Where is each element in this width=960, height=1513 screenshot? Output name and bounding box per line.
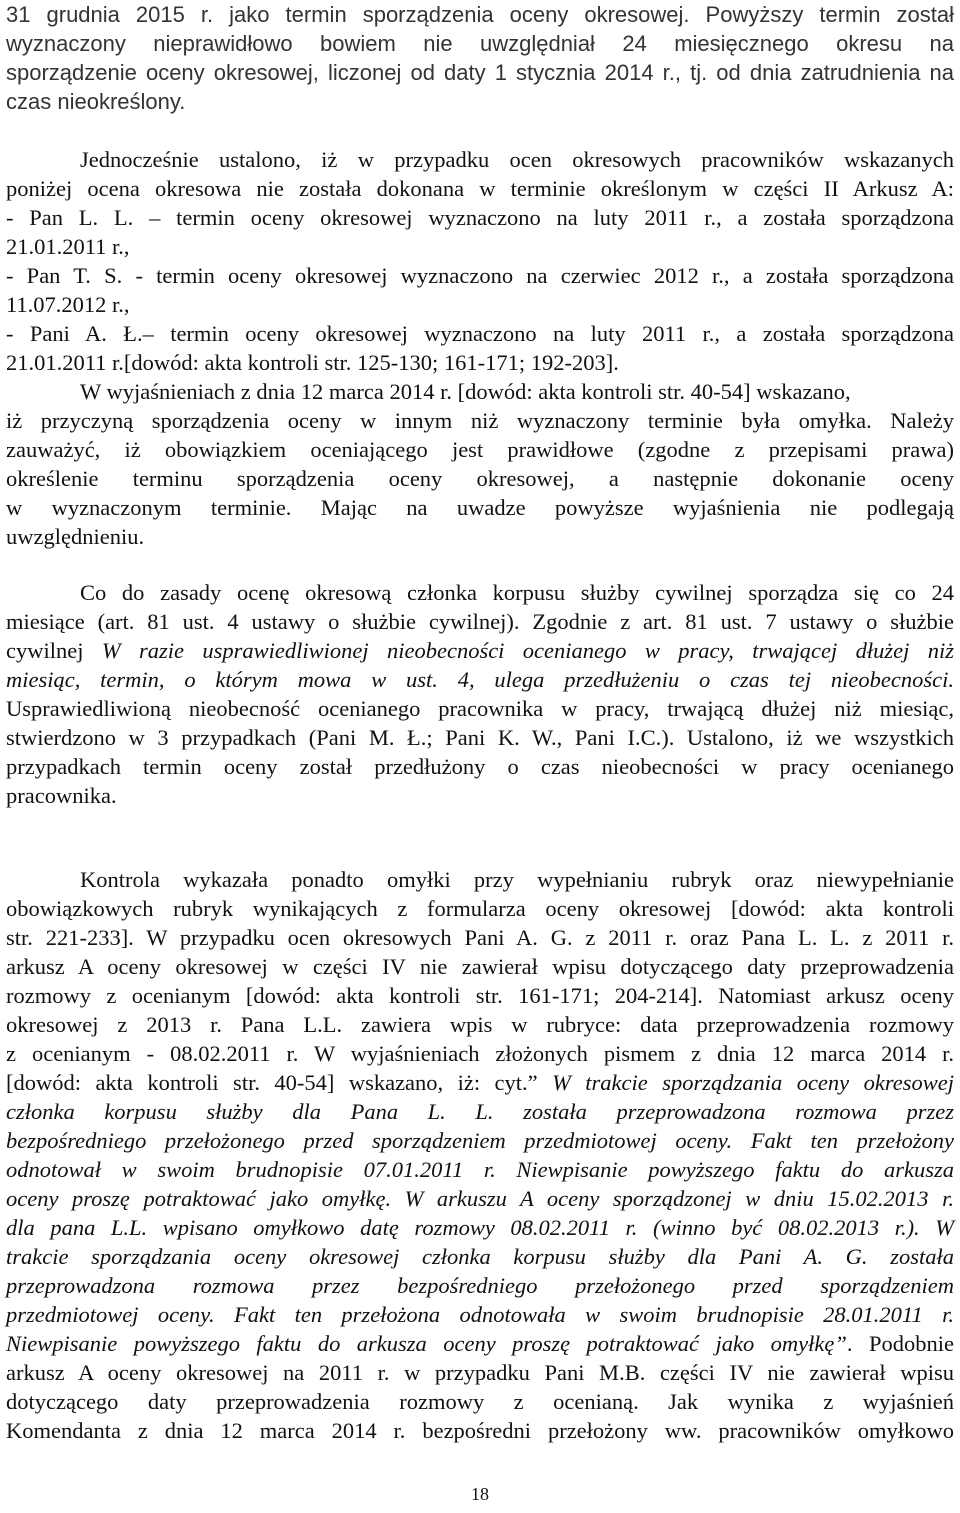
text-segment: Jednocześnie ustalono, iż w przypadku ocen okresowych pracowników wskazanych <box>80 147 954 172</box>
text-segment: Co do zasady ocenę okresową członka korpusu służby cywilnej sporządza się co 24 <box>80 580 954 605</box>
text-line <box>6 174 954 204</box>
text-segment: zauważyć, iż obowiązkiem oceniającego jest prawidłowe (zgodne z przepisami prawa) <box>6 437 954 462</box>
text-segment: w wyznaczonym terminie. Mając na uwadze powyższe wyjaśnienia nie podlegają <box>6 495 954 520</box>
text-line <box>6 290 954 320</box>
text-line <box>6 0 954 30</box>
italic-quote-segment: trakcie sporządzania oceny okresowej członka korpusu służby dla Pani A. G. została <box>6 1244 954 1269</box>
text-segment: dotyczącego daty przeprowadzenia rozmowy z ocenianą. Jak wynika z wyjaśnień <box>6 1389 954 1414</box>
text-line <box>6 894 954 924</box>
text-segment: . Podobnie <box>846 1331 954 1356</box>
text-line <box>6 464 954 494</box>
text-line <box>6 58 954 88</box>
text-line <box>6 261 954 291</box>
text-line <box>6 493 954 523</box>
text-segment: [dowód: akta kontroli str. 40-54] wskazano, iż: cyt.” <box>6 1070 553 1095</box>
text-line <box>6 1184 954 1214</box>
text-segment: - Pani A. Ł.– termin oceny okresowej wyznaczono na luty 2011 r., a została sporządzona <box>6 321 954 346</box>
italic-quote-segment: przeprowadzona rozmowa przez bezpośredniego przełożonego przed sporządzeniem <box>6 1273 954 1298</box>
text-line <box>6 1039 954 1069</box>
text-segment: arkusz A oceny okresowej w części IV nie zawierał wpisu dotyczącego daty przeprowadzenia <box>6 954 954 979</box>
text-segment: okresowej z 2013 r. Pana L.L. zawiera wpis w rubryce: data przeprowadzenia rozmowy <box>6 1012 954 1037</box>
text-segment: 21.01.2011 r., <box>6 234 130 259</box>
text-segment: 31 grudnia 2015 r. jako termin sporządzenia oceny okresowej. Powyższy termin został <box>6 2 954 27</box>
text-segment: iż przyczyną sporządzenia oceny w innym niż wyznaczony terminie była omyłka. Należy <box>6 408 954 433</box>
text-line <box>6 1271 954 1301</box>
text-line <box>6 636 954 666</box>
text-line <box>6 923 954 953</box>
text-segment: 11.07.2012 r., <box>6 292 130 317</box>
text-line <box>6 694 954 724</box>
text-line <box>6 522 954 552</box>
text-line <box>6 981 954 1011</box>
text-segment: W wyjaśnieniach z dnia 12 marca 2014 r. [dowód: akta kontroli str. 40-54] wskazano, <box>80 379 851 404</box>
text-segment: str. 221-233]. W przypadku ocen okresowych Pani A. G. z 2011 r. oraz Pana L. L. z 2011 r. <box>6 925 954 950</box>
text-line <box>6 1213 954 1243</box>
text-line <box>6 232 954 262</box>
text-line <box>6 1126 954 1156</box>
text-line <box>6 1010 954 1040</box>
text-line <box>6 781 954 811</box>
text-segment: sporządzenie oceny okresowej, liczonej od daty 1 stycznia 2014 r., tj. od dnia zatrudnienia na <box>6 60 954 85</box>
text-segment: Usprawiedliwioną nieobecność ocenianego pracownika w pracy, trwającą dłużej niż miesiąc, <box>6 696 954 721</box>
text-line <box>6 87 954 117</box>
text-line <box>6 1387 954 1417</box>
text-line <box>6 1416 954 1446</box>
text-segment: arkusz A oceny okresowej na 2011 r. w przypadku Pani M.B. części IV nie zawierał wpisu <box>6 1360 954 1385</box>
text-segment: 21.01.2011 r.[dowód: akta kontroli str. 125-130; 161-171; 192-203]. <box>6 350 619 375</box>
text-line <box>6 145 954 175</box>
text-line <box>6 578 954 608</box>
text-line <box>6 29 954 59</box>
text-line <box>6 435 954 465</box>
text-line <box>6 406 954 436</box>
text-line <box>6 377 954 407</box>
italic-quote-segment: odnotował w swoim brudnopisie 07.01.2011 r. Niewpisanie powyższego faktu do arkusza <box>6 1157 954 1182</box>
italic-quote-segment: bezpośredniego przełożonego przed sporządzeniem przedmiotowej oceny. Fakt ten przełożony <box>6 1128 954 1153</box>
text-segment: rozmowy z ocenianym [dowód: akta kontroli str. 161-171; 204-214]. Natomiast arkusz oceny <box>6 983 954 1008</box>
italic-quote-segment: Niewpisanie powyższego faktu do arkusza oceny proszę potraktować jako omyłkę” <box>6 1331 847 1356</box>
text-line <box>6 1097 954 1127</box>
text-line <box>6 1300 954 1330</box>
italic-quote-segment: miesiąc, termin, o którym mowa w ust. 4, ulega przedłużeniu o czas tej nieobecności. <box>6 667 954 692</box>
page-number: 18 <box>471 1484 489 1504</box>
text-line <box>6 723 954 753</box>
text-line <box>6 665 954 695</box>
text-line <box>6 203 954 233</box>
text-segment: - Pan L. L. – termin oceny okresowej wyznaczono na luty 2011 r., a została sporządzona <box>6 205 954 230</box>
text-line <box>6 607 954 637</box>
text-segment: wyznaczony nieprawidłowo bowiem nie uwzględniał 24 miesięcznego okresu na <box>6 31 954 56</box>
text-segment: określenie terminu sporządzenia oceny okresowej, a następnie dokonanie oceny <box>6 466 954 491</box>
text-line <box>6 752 954 782</box>
text-line <box>6 1242 954 1272</box>
text-segment: pracownika. <box>6 783 117 808</box>
text-line <box>6 319 954 349</box>
italic-quote-segment: oceny proszę potraktować jako omyłkę. W arkuszu A oceny sporządzonej w dniu 15.02.2013 r. <box>6 1186 954 1211</box>
text-line <box>6 1358 954 1388</box>
text-segment: przypadkach termin oceny został przedłużony o czas nieobecności w pracy ocenianego <box>6 754 954 779</box>
text-segment: czas nieokreślony. <box>6 89 186 114</box>
text-line <box>6 348 954 378</box>
text-segment: z ocenianym - 08.02.2011 r. W wyjaśnieniach złożonych pismem z dnia 12 marca 2014 r. <box>6 1041 954 1066</box>
text-line <box>6 1155 954 1185</box>
italic-quote-segment: dla pana L.L. wpisano omyłkowo datę rozmowy 08.02.2011 r. (winno być 08.02.2013 r.). W <box>6 1215 954 1240</box>
text-segment: poniżej ocena okresowa nie została dokonana w terminie określonym w części II Arkusz A: <box>6 176 954 201</box>
text-line <box>6 1068 954 1098</box>
text-line <box>6 1329 954 1359</box>
text-segment: miesiące (art. 81 ust. 4 ustawy o służbie cywilnej). Zgodnie z art. 81 ust. 7 ustawy o służbie <box>6 609 954 634</box>
text-segment: stwierdzono w 3 przypadkach (Pani M. Ł.; Pani K. W., Pani I.C.). Ustalono, iż we wszystkich <box>6 725 954 750</box>
text-segment: Komendanta z dnia 12 marca 2014 r. bezpośredni przełożony ww. pracowników omyłkowo <box>6 1418 954 1443</box>
text-segment: cywilnej <box>6 638 102 663</box>
italic-quote-segment: W trakcie sporządzania oceny okresowej <box>552 1070 954 1095</box>
italic-quote-segment: W razie usprawiedliwionej nieobecności ocenianego w pracy, trwającej dłużej niż <box>101 638 954 663</box>
italic-quote-segment: członka korpusu służby dla Pana L. L. została przeprowadzona rozmowa przez <box>6 1099 954 1124</box>
text-segment: - Pan T. S. - termin oceny okresowej wyznaczono na czerwiec 2012 r., a została sporządzona <box>6 263 954 288</box>
text-segment: Kontrola wykazała ponadto omyłki przy wypełnianiu rubryk oraz niewypełnianie <box>80 867 954 892</box>
italic-quote-segment: przedmiotowej oceny. Fakt ten przełożona odnotowała w swoim brudnopisie 28.01.2011 r. <box>6 1302 954 1327</box>
text-segment: uwzględnieniu. <box>6 524 145 549</box>
text-segment: obowiązkowych rubryk wynikających z formularza oceny okresowej [dowód: akta kontroli <box>6 896 954 921</box>
text-line <box>6 865 954 895</box>
text-line <box>6 952 954 982</box>
